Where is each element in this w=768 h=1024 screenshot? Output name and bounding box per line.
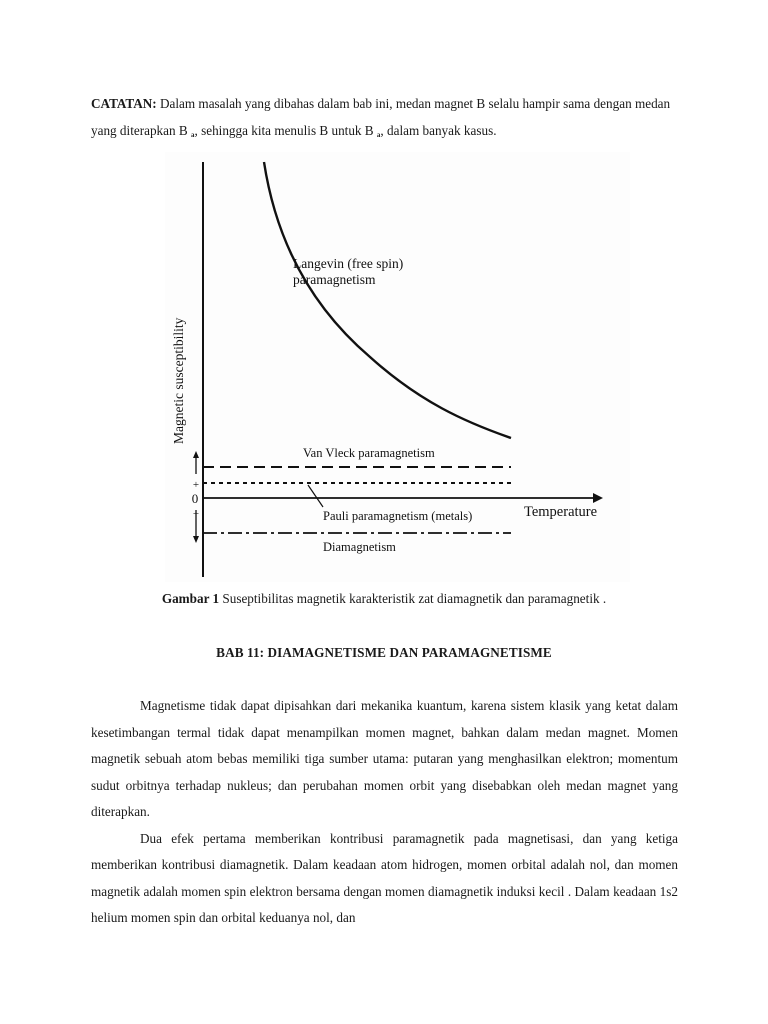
note-paragraph — [91, 90, 681, 149]
langevin-label-line2: paramagnetism — [293, 272, 376, 287]
figure-caption — [0, 591, 768, 607]
x-axis-arrowhead — [593, 493, 603, 503]
caption-label: Gambar 1 — [161, 591, 220, 606]
body-text — [91, 693, 678, 932]
zero-label: 0 — [191, 491, 199, 506]
minus-label: − — [192, 508, 200, 520]
plus-arrow-icon — [193, 451, 199, 458]
x-axis-label: Temperature — [524, 504, 598, 520]
note-subscript-2: a — [376, 131, 381, 139]
note-subscript-1: a — [190, 131, 195, 139]
figure-susceptibility — [165, 152, 630, 582]
note-text-3: , dalam banyak kasus. — [380, 123, 497, 138]
note-label: CATATAN: — [91, 96, 157, 111]
minus-arrow-icon — [193, 536, 199, 543]
figure-svg — [165, 152, 630, 582]
paragraph-2: Dua efek pertama memberikan kontribusi paramagnetik pada magnetisasi, dan yang ketiga memberikan kontribusi diamagnetik. Dalam keadaan atom hidrogen, momen orbital adalah nol, dan momen magnetik adalah momen spin elektron bersama dengan momen diamagnetik induksi kecil . Dalam keadaan 1s2 helium momen spin dan orbital keduanya nol, dan — [91, 830, 678, 925]
plus-label: + — [192, 479, 200, 491]
note-text-2: , sehingga kita menulis B untuk B — [194, 123, 374, 138]
y-axis-label: Magnetic susceptibility — [171, 317, 186, 444]
caption-text: Suseptibilitas magnetik karakteristik zat diamagnetik dan paramagnetik . — [219, 591, 607, 606]
pauli-label: Pauli paramagnetism (metals) — [323, 509, 473, 523]
langevin-curve — [264, 162, 511, 438]
langevin-label-line1: Langevin (free spin) — [293, 256, 404, 271]
note-text-1: Dalam masalah yang dibahas dalam bab ini, medan magnet B selalu hampir sama dengan medan yang diterapkan B — [91, 96, 671, 138]
chapter-heading: BAB 11: DIAMAGNETISME DAN PARAMAGNETISME — [216, 645, 552, 660]
paragraph-1: Magnetisme tidak dapat dipisahkan dari mekanika kuantum, karena sistem klasik yang ketat dalam kesetimbangan termal tidak dapat menampilkan momen magnet, bahkan dalam medan magnet. Momen magnetik sebuah atom bebas memiliki tiga sumber utama: putaran yang menghasilkan elektron; momentum sudut orbitnya terhadap nukleus; dan perubahan momen orbit yang disebabkan oleh medan magnet yang diterapkan. — [91, 698, 678, 819]
van-vleck-label: Van Vleck paramagnetism — [303, 446, 435, 460]
pauli-pointer — [308, 485, 323, 507]
diamagnetism-label: Diamagnetism — [323, 540, 396, 554]
